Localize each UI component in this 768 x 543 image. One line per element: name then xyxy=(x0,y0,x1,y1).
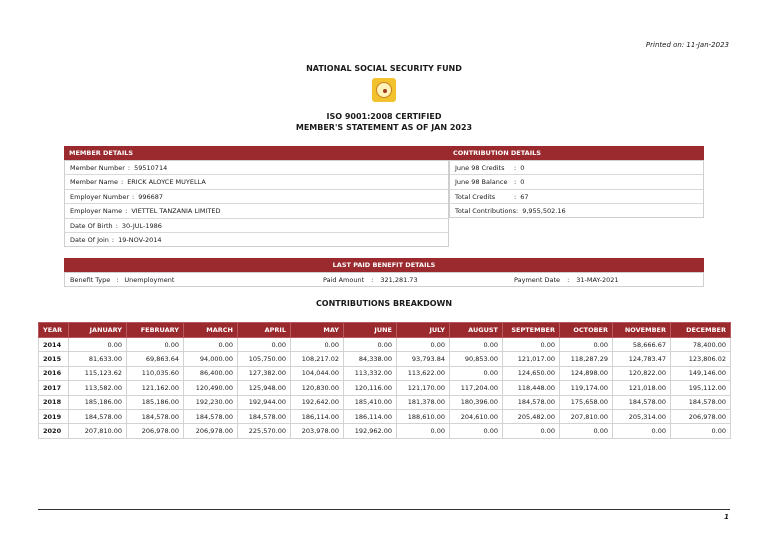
row-label: Member Name xyxy=(70,178,118,187)
amount-cell: 0.00 xyxy=(671,424,731,438)
row-value: 0 xyxy=(520,164,525,172)
contribution-row: June 98 Credits : 0 xyxy=(450,161,703,175)
amount-cell: 207,810.00 xyxy=(560,409,613,423)
amount-cell: 204,610.00 xyxy=(450,409,503,423)
amount-cell: 113,332.00 xyxy=(344,366,397,380)
nssf-logo-icon xyxy=(372,78,396,102)
benefit-type: Benefit Type : Unemployment xyxy=(70,276,175,284)
amount-cell: 186,114.00 xyxy=(344,409,397,423)
paid-amount: Paid Amount : 321,281.73 xyxy=(323,276,418,284)
amount-cell: 110,035.60 xyxy=(127,366,184,380)
column-header: NOVEMBER xyxy=(613,323,671,338)
amount-cell: 121,017.00 xyxy=(503,352,560,366)
table-row xyxy=(39,424,731,438)
amount-cell: 206,978.00 xyxy=(184,424,238,438)
amount-cell: 184,578.00 xyxy=(238,409,291,423)
row-label: Date Of Join xyxy=(70,236,109,244)
amount-cell: 124,898.00 xyxy=(560,366,613,380)
amount-cell: 120,822.00 xyxy=(613,366,671,380)
amount-cell: 184,578.00 xyxy=(503,395,560,409)
amount-cell: 185,410.00 xyxy=(344,395,397,409)
year-cell: 2017 xyxy=(39,381,69,395)
amount-cell: 0.00 xyxy=(450,366,503,380)
column-header: FEBRUARY xyxy=(127,323,184,338)
column-header: DECEMBER xyxy=(671,323,731,338)
amount-cell: 206,978.00 xyxy=(671,409,731,423)
amount-cell: 0.00 xyxy=(127,338,184,352)
row-value: 67 xyxy=(520,192,529,201)
amount-cell: 124,650.00 xyxy=(503,366,560,380)
amount-cell: 123,806.02 xyxy=(671,352,731,366)
amount-cell: 127,382.00 xyxy=(238,366,291,380)
amount-cell: 0.00 xyxy=(397,424,450,438)
amount-cell: 195,112.00 xyxy=(671,381,731,395)
member-row: Member Number : 59510714 xyxy=(65,161,448,175)
amount-cell: 94,000.00 xyxy=(184,352,238,366)
amount-cell: 0.00 xyxy=(238,338,291,352)
year-cell: 2020 xyxy=(39,424,69,438)
amount-cell: 192,642.00 xyxy=(291,395,344,409)
contribution-row: Total Credits : 67 xyxy=(450,190,703,204)
amount-cell: 206,978.00 xyxy=(127,424,184,438)
amount-cell: 69,863.64 xyxy=(127,352,184,366)
details-section xyxy=(64,146,704,244)
amount-cell: 180,396.00 xyxy=(450,395,503,409)
table-row xyxy=(39,381,731,395)
amount-cell: 125,948.00 xyxy=(238,381,291,395)
amount-cell: 184,578.00 xyxy=(127,409,184,423)
amount-cell: 81,633.00 xyxy=(69,352,127,366)
row-value: 30-JUL-1986 xyxy=(121,221,162,230)
amount-cell: 0.00 xyxy=(450,338,503,352)
amount-cell: 118,448.00 xyxy=(503,381,560,395)
amount-cell: 149,146.00 xyxy=(671,366,731,380)
statement-title: MEMBER'S STATEMENT AS OF JAN 2023 xyxy=(295,123,473,132)
benefit-section xyxy=(64,258,704,287)
amount-cell: 0.00 xyxy=(184,338,238,352)
paid-amount-value: 321,281.73 xyxy=(380,276,418,284)
amount-cell: 186,114.00 xyxy=(291,409,344,423)
year-cell: 2019 xyxy=(39,409,69,423)
table-row xyxy=(39,352,731,366)
column-header: MARCH xyxy=(184,323,238,338)
amount-cell: 0.00 xyxy=(450,424,503,438)
amount-cell: 121,018.00 xyxy=(613,381,671,395)
member-details-header: MEMBER DETAILS xyxy=(69,149,134,157)
amount-cell: 0.00 xyxy=(613,424,671,438)
amount-cell: 113,622.00 xyxy=(397,366,450,380)
row-label: Member Number xyxy=(70,164,125,172)
contribution-row: Total Contributions: 9,955,502.16 xyxy=(450,204,703,218)
amount-cell: 105,750.00 xyxy=(238,352,291,366)
row-value: 19-NOV-2014 xyxy=(118,236,162,244)
amount-cell: 58,666.67 xyxy=(613,338,671,352)
amount-cell: 0.00 xyxy=(344,338,397,352)
amount-cell: 120,830.00 xyxy=(291,381,344,395)
amount-cell: 0.00 xyxy=(503,338,560,352)
amount-cell: 104,044.00 xyxy=(291,366,344,380)
amount-cell: 0.00 xyxy=(291,338,344,352)
benefit-header: LAST PAID BENEFIT DETAILS xyxy=(64,258,704,272)
page-number: 1 xyxy=(724,513,729,521)
org-name: NATIONAL SOCIAL SECURITY FUND xyxy=(306,64,462,73)
amount-cell: 205,314.00 xyxy=(613,409,671,423)
amount-cell: 225,570.00 xyxy=(238,424,291,438)
amount-cell: 118,287.29 xyxy=(560,352,613,366)
member-details-panel xyxy=(64,160,449,247)
column-header: JUNE xyxy=(344,323,397,338)
amount-cell: 0.00 xyxy=(69,338,127,352)
amount-cell: 181,378.00 xyxy=(397,395,450,409)
paid-amount-label: Paid Amount xyxy=(323,276,365,284)
year-cell: 2016 xyxy=(39,366,69,380)
row-value: VIETTEL TANZANIA LIMITED xyxy=(131,207,221,216)
amount-cell: 0.00 xyxy=(560,338,613,352)
row-label: June 98 Credits xyxy=(455,164,505,172)
column-header: OCTOBER xyxy=(560,323,613,338)
contribution-details-panel xyxy=(449,160,704,218)
column-header: YEAR xyxy=(39,323,69,338)
benefit-type-value: Unemployment xyxy=(124,276,175,284)
row-value: 59510714 xyxy=(134,164,168,172)
table-row xyxy=(39,366,731,380)
benefit-panel xyxy=(64,272,704,287)
row-label: Employer Name xyxy=(70,207,123,216)
breakdown-title: CONTRIBUTIONS BREAKDOWN xyxy=(315,299,453,308)
amount-cell: 121,162.00 xyxy=(127,381,184,395)
row-value: 9,955,502.16 xyxy=(522,207,566,216)
footer-divider xyxy=(38,509,730,510)
amount-cell: 0.00 xyxy=(397,338,450,352)
row-value: 996687 xyxy=(138,192,164,201)
column-header: MAY xyxy=(291,323,344,338)
year-cell: 2014 xyxy=(39,338,69,352)
column-header: JANUARY xyxy=(69,323,127,338)
amount-cell: 192,944.00 xyxy=(238,395,291,409)
contribution-row: June 98 Balance : 0 xyxy=(450,175,703,189)
amount-cell: 90,853.00 xyxy=(450,352,503,366)
amount-cell: 192,230.00 xyxy=(184,395,238,409)
column-header: SEPTEMBER xyxy=(503,323,560,338)
member-row: Date Of Birth : 30-JUL-1986 xyxy=(65,219,448,233)
details-header-bar xyxy=(64,146,704,160)
column-header: APRIL xyxy=(238,323,291,338)
row-value: 0 xyxy=(520,178,525,187)
member-row: Employer Number : 996687 xyxy=(65,190,448,204)
amount-cell: 0.00 xyxy=(560,424,613,438)
column-header: AUGUST xyxy=(450,323,503,338)
amount-cell: 78,400.00 xyxy=(671,338,731,352)
amount-cell: 203,978.00 xyxy=(291,424,344,438)
row-label: Total Credits xyxy=(455,192,496,201)
amount-cell: 185,186.00 xyxy=(127,395,184,409)
row-label: June 98 Balance xyxy=(455,178,508,187)
benefit-type-label: Benefit Type xyxy=(70,276,111,284)
amount-cell: 192,962.00 xyxy=(344,424,397,438)
payment-date-value: 31-MAY-2021 xyxy=(576,276,619,284)
member-row: Member Name : ERICK ALOYCE MUYELLA xyxy=(65,175,448,189)
payment-date: Payment Date : 31-MAY-2021 xyxy=(514,276,619,284)
member-row: Date Of Join : 19-NOV-2014 xyxy=(65,233,448,247)
amount-cell: 115,123.62 xyxy=(69,366,127,380)
table-header-row xyxy=(39,323,731,338)
amount-cell: 121,170.00 xyxy=(397,381,450,395)
row-label: Employer Number xyxy=(70,192,130,201)
member-row: Employer Name : VIETTEL TANZANIA LIMITED xyxy=(65,204,448,218)
row-label: Date Of Birth xyxy=(70,221,113,230)
table-row xyxy=(39,338,731,352)
row-value: ERICK ALOYCE MUYELLA xyxy=(127,178,206,187)
contributions-table xyxy=(38,322,731,439)
table-row xyxy=(39,395,731,409)
certification: ISO 9001:2008 CERTIFIED xyxy=(326,112,442,121)
amount-cell: 84,338.00 xyxy=(344,352,397,366)
amount-cell: 124,783.47 xyxy=(613,352,671,366)
amount-cell: 86,400.00 xyxy=(184,366,238,380)
amount-cell: 113,582.00 xyxy=(69,381,127,395)
contribution-details-header: CONTRIBUTION DETAILS xyxy=(453,149,541,157)
amount-cell: 175,658.00 xyxy=(560,395,613,409)
amount-cell: 117,204.00 xyxy=(450,381,503,395)
amount-cell: 184,578.00 xyxy=(69,409,127,423)
printed-on: Printed on: 11-Jan-2023 xyxy=(645,41,729,49)
table-row xyxy=(39,409,731,423)
amount-cell: 188,610.00 xyxy=(397,409,450,423)
amount-cell: 207,810.00 xyxy=(69,424,127,438)
amount-cell: 0.00 xyxy=(503,424,560,438)
amount-cell: 93,793.84 xyxy=(397,352,450,366)
column-header: JULY xyxy=(397,323,450,338)
payment-date-label: Payment Date xyxy=(514,276,561,284)
row-label: Total Contributions xyxy=(455,207,516,216)
year-cell: 2018 xyxy=(39,395,69,409)
amount-cell: 185,186.00 xyxy=(69,395,127,409)
amount-cell: 119,174.00 xyxy=(560,381,613,395)
amount-cell: 184,578.00 xyxy=(613,395,671,409)
amount-cell: 184,578.00 xyxy=(184,409,238,423)
amount-cell: 108,217.02 xyxy=(291,352,344,366)
amount-cell: 205,482.00 xyxy=(503,409,560,423)
year-cell: 2015 xyxy=(39,352,69,366)
amount-cell: 120,116.00 xyxy=(344,381,397,395)
amount-cell: 184,578.00 xyxy=(671,395,731,409)
amount-cell: 120,490.00 xyxy=(184,381,238,395)
